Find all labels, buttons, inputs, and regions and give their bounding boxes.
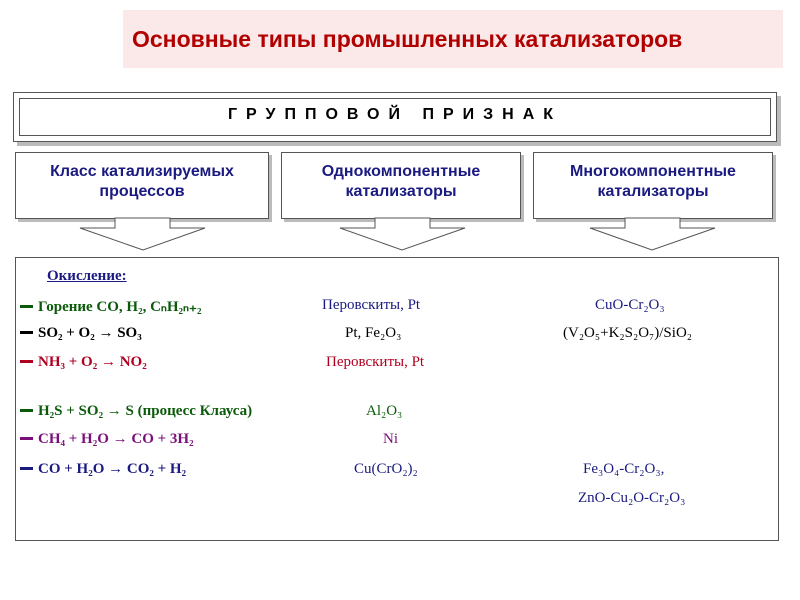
row-marker-4 [20,409,33,412]
category-label-1: Класс катализируемых процессов [50,163,234,200]
group-header-title: ГРУППОВОЙ ПРИЗНАК [227,106,563,123]
process-row-6: CO + H₂O → CO₂ + H₂ [20,461,186,478]
single-catalyst-row-1: Перовскиты, Pt [322,297,421,313]
single-catalyst-row-3: Перовскиты, Pt [326,354,425,370]
multi-catalyst-row-1: CuO-Cr₂O₃ [595,297,665,313]
category-label-2: Однокомпонентные катализаторы [321,163,481,200]
row-marker-6 [20,467,33,470]
row-marker-1 [20,305,33,308]
row-marker-2 [20,331,33,334]
process-row-1: Горение CO, H₂, CₙH₂ₙ₊₂ [20,297,201,316]
arrow-down-2 [340,218,465,250]
category-label-3: Многокомпонентные катализаторы [570,163,736,200]
process-row-5: CH₄ + H₂O → CO + 3H₂ [20,431,194,448]
row-marker-3 [20,360,33,363]
process-row-2: SO₂ + O₂ → SO₃ [20,325,142,342]
single-catalyst-row-4: Al₂O₃ [366,403,403,419]
process-row-3: NH₃ + O₂ → NO₂ [20,354,147,371]
single-catalyst-row-2: Pt, Fe₂O₃ [345,325,402,341]
category-single-component [281,152,521,219]
arrows [0,214,800,254]
section-heading-oxidation: Окисление: [47,268,127,284]
multi-catalyst-row-2: (V₂O₅+K₂S₂O₇)/SiO₂ [563,325,693,341]
arrow-down-1 [80,218,205,250]
multi-catalyst-row-6: Fe₃O₄-Cr₂O₃, [583,461,665,477]
row-marker-5 [20,437,33,440]
category-multi-component [533,152,773,219]
category-process-class [15,152,269,219]
process-row-4: H₂S + SO₂ → S (процесс Клауса) [20,403,252,420]
single-catalyst-row-5: Ni [383,431,398,447]
multi-catalyst-row-6-extra: ZnO-Cu₂O-Cr₂O₃ [578,490,686,506]
single-catalyst-row-6: Cu(CrO₂)₂ [354,461,418,477]
arrow-down-3 [590,218,715,250]
group-header-box [13,92,777,142]
page-title: Основные типы промышленных катализаторов [132,26,683,52]
